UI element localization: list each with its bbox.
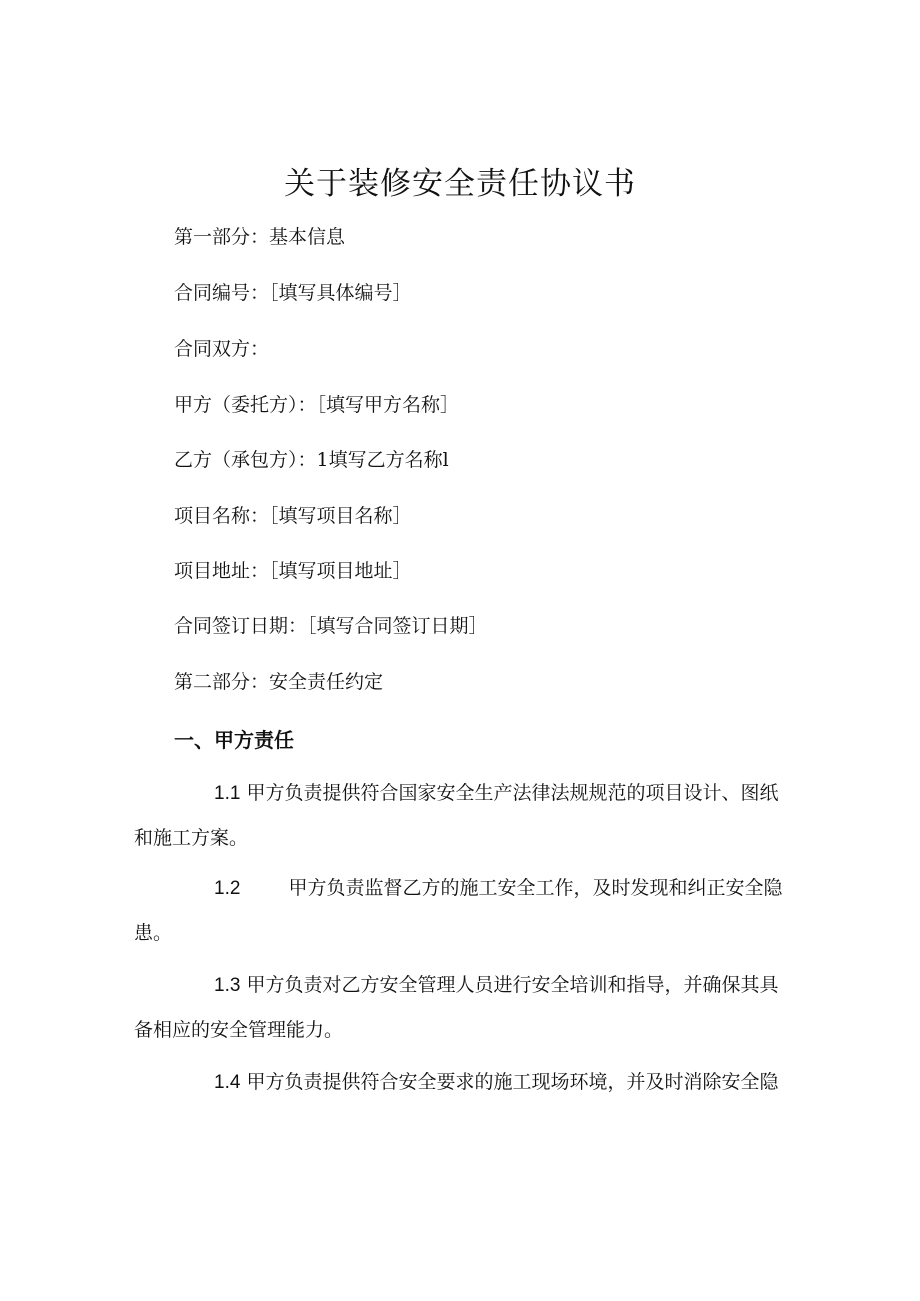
party-b-line: 乙方（承包方）：1填写乙方名称l — [174, 449, 449, 471]
project-name-line: 项目名称：［填写项目名称］ — [174, 505, 412, 527]
clause-1-4 — [134, 1060, 784, 1105]
section-party-a-responsibility-heading: 一、甲方责任 — [174, 728, 294, 752]
clause-text: 甲方负责提供符合安全要求的施工现场环境，并及时消除安全隐 — [246, 1071, 779, 1093]
clause-number: 1.4 — [214, 1072, 241, 1093]
party-a-line: 甲方（委托方）：［填写甲方名称］ — [174, 394, 460, 416]
clause-number: 1.1 — [214, 783, 241, 804]
document-title: 关于装修安全责任协议书 — [284, 166, 636, 202]
clause-text: 甲方负责对乙方安全管理人员进行安全培训和指导，并确保其具备相应的安全管理能力。 — [134, 974, 779, 1041]
clause-number: 1.2 — [214, 878, 241, 899]
contract-number-line: 合同编号：［填写具体编号］ — [174, 282, 412, 304]
contract-parties-line: 合同双方： — [174, 338, 270, 360]
part1-heading: 第一部分：基本信息 — [174, 226, 346, 248]
sign-date-line: 合同签订日期：［填写合同签订日期］ — [174, 615, 488, 637]
part2-heading: 第二部分：安全责任约定 — [174, 671, 384, 693]
clause-1-3 — [134, 963, 784, 1053]
clause-text: 甲方负责提供符合国家安全生产法律法规规范的项目设计、图纸和施工方案。 — [134, 782, 779, 849]
project-address-line: 项目地址：［填写项目地址］ — [174, 560, 412, 582]
clause-number: 1.3 — [214, 975, 241, 996]
clause-1-1 — [134, 771, 784, 861]
clause-1-2 — [134, 866, 784, 956]
clause-text: 甲方负责监督乙方的施工安全工作，及时发现和纠正安全隐患。 — [134, 877, 783, 944]
